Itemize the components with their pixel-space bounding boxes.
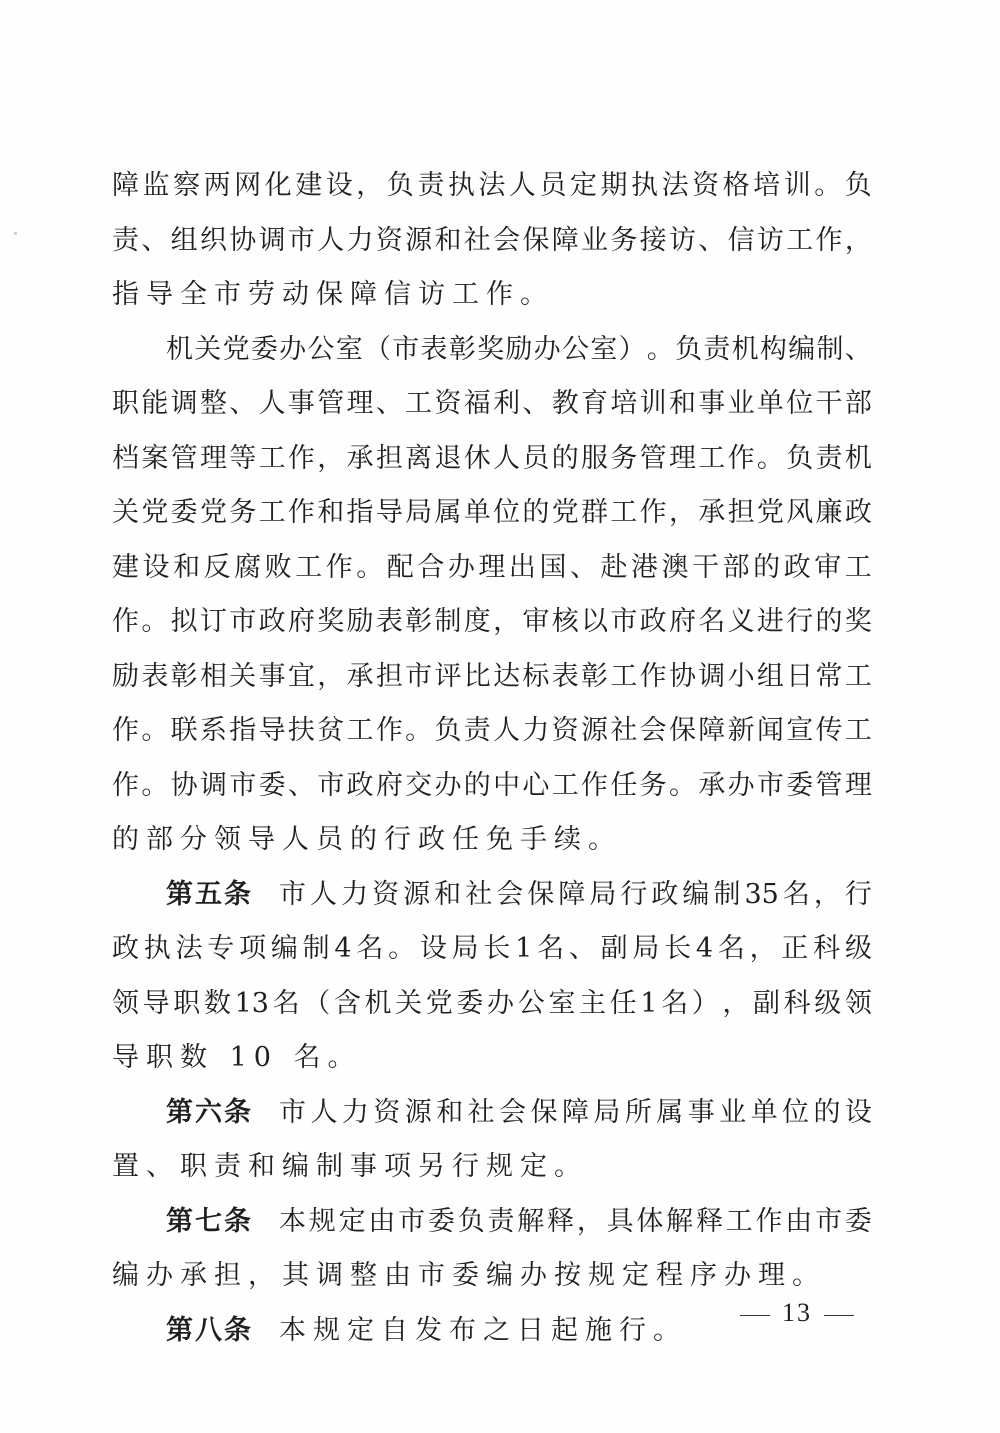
line-text: 领 导 职 数 13 名 （ 含 机 关 党 委 办 公 室 主 任 1 名 ） ， 副 科 级 领 bbox=[112, 987, 872, 1019]
line-text: 市 人 力 资 源 和 社 会 保 障 局 所 属 事 业 单 位 的 设 bbox=[279, 1096, 872, 1128]
line-text: 障 监 察 两 网 化 建 设 ， 负 责 执 法 人 员 定 期 执 法 资 格 培 训 。 负 bbox=[112, 170, 872, 201]
line-text: 指导全市劳动保障信访工作。 bbox=[112, 279, 554, 310]
text-line bbox=[112, 273, 872, 328]
line-text: 市 人 力 资 源 和 社 会 保 障 局 行 政 编 制 35 名 ， 行 bbox=[279, 878, 872, 910]
line-text: 责 、 组 织 协 调 市 人 力 资 源 和 社 会 保 障 业 务 接 访 、 信 访 工 作 ， bbox=[112, 224, 872, 256]
page-number-value: 13 bbox=[782, 1298, 812, 1327]
text-line bbox=[112, 927, 872, 982]
text-line bbox=[112, 546, 872, 601]
text-line bbox=[112, 818, 872, 873]
line-text: 关 党 委 党 务 工 作 和 指 导 局 属 单 位 的 党 群 工 作 ， 承 担 党 风 廉 政 bbox=[112, 497, 872, 528]
line-text: 档 案 管 理 等 工 作 ， 承 担 离 退 休 人 员 的 服 务 管 理 工 作 。 负 责 机 bbox=[112, 442, 872, 474]
line-text: 置、职责和编制事项另行规定。 bbox=[112, 1151, 588, 1182]
line-text: 编办承担，其调整由市委编办按规定程序办理。 bbox=[112, 1260, 826, 1291]
text-line bbox=[112, 1200, 872, 1255]
text-line bbox=[112, 491, 872, 546]
text-line bbox=[112, 382, 872, 437]
text-line bbox=[112, 764, 872, 819]
article-title: 第六条 bbox=[166, 1096, 253, 1128]
line-text: 励 表 彰 相 关 事 宜 ， 承 担 市 评 比 达 标 表 彰 工 作 协 调 小 组 日 常 工 bbox=[112, 660, 872, 692]
text-line bbox=[112, 219, 872, 274]
page-number bbox=[728, 1298, 866, 1328]
article-title: 第五条 bbox=[166, 878, 253, 910]
line-text: 作 。 联 系 指 导 扶 贫 工 作 。 负 责 人 力 资 源 社 会 保 障 新 闻 宣 传 工 bbox=[112, 715, 872, 746]
text-line bbox=[112, 328, 872, 383]
line-text: 的部分领导人员的行政任免手续。 bbox=[112, 824, 622, 855]
text-line bbox=[112, 437, 872, 492]
page-number-dash-right bbox=[824, 1315, 854, 1316]
line-text: 职 能 调 整 、 人 事 管 理 、 工 资 福 利 、 教 育 培 训 和 事 业 单 位 干 部 bbox=[112, 388, 872, 419]
text-line bbox=[112, 709, 872, 764]
text-line bbox=[112, 982, 872, 1037]
line-text: 作 。 协 调 市 委 、 市 政 府 交 办 的 中 心 工 作 任 务 。 承 办 市 委 管 理 bbox=[112, 769, 872, 801]
text-line bbox=[112, 873, 872, 928]
text-line bbox=[112, 1091, 872, 1146]
page-number-dash-left bbox=[740, 1315, 770, 1316]
text-line bbox=[112, 1036, 872, 1091]
line-text: 建 设 和 反 腐 败 工 作 。 配 合 办 理 出 国 、 赴 港 澳 干 部 的 政 审 工 bbox=[112, 551, 872, 583]
text-line bbox=[112, 164, 872, 219]
line-text: 导职数 10 名。 bbox=[112, 1042, 362, 1073]
line-text: 本规定自发布之日起施行。 bbox=[279, 1314, 687, 1346]
line-text: 本 规 定 由 市 委 负 责 解 释 ， 具 体 解 释 工 作 由 市 委 bbox=[279, 1205, 872, 1237]
text-line bbox=[112, 655, 872, 710]
line-text: 政 执 法 专 项 编 制 4 名 。 设 局 长 1 名 、 副 局 长 4 名 ， 正 科 级 bbox=[112, 933, 872, 964]
article-title: 第七条 bbox=[166, 1205, 253, 1237]
text-line bbox=[112, 600, 872, 655]
document-body bbox=[112, 164, 872, 1363]
text-line bbox=[112, 1145, 872, 1200]
article-title: 第八条 bbox=[166, 1314, 253, 1346]
line-text: 作 。 拟 订 市 政 府 奖 励 表 彰 制 度 ， 审 核 以 市 政 府 名 义 进 行 的 奖 bbox=[112, 606, 872, 637]
line-text: 机 关 党 委 办 公 室 （ 市 表 彰 奖 励 办 公 室 ） 。 负 责 机 构 编 制 、 bbox=[166, 333, 872, 365]
scan-speck bbox=[14, 232, 17, 235]
